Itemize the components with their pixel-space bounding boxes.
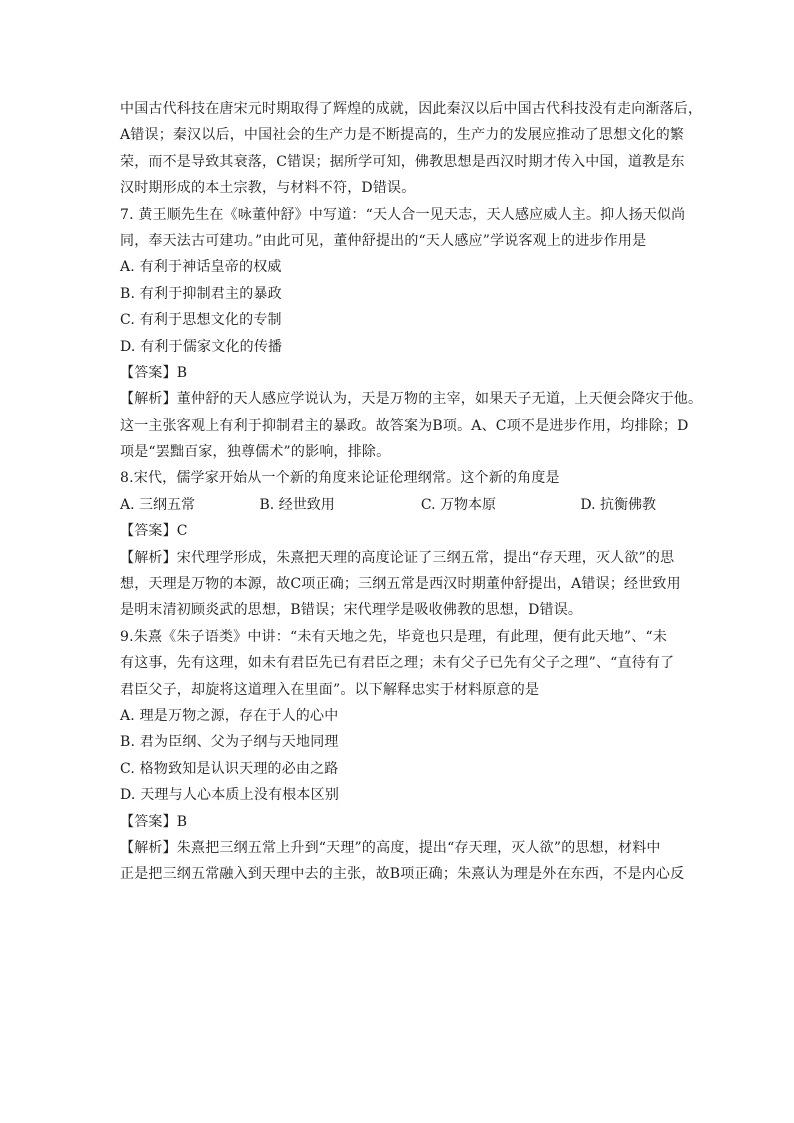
question-9-option-b: B. 君为臣纲、父为子纲与天地同理: [120, 734, 339, 751]
question-8-analysis: 想，天理是万物的本源，故C项正确；三纲五常是西汉时期董仲舒提出，A错误；经世致用: [120, 576, 681, 593]
question-9-option-a: A. 理是万物之源，存在于人的心中: [120, 707, 339, 724]
question-7-option-a: A. 有利于神话皇帝的权威: [120, 259, 282, 276]
question-8-answer: 【答案】C: [120, 523, 188, 540]
text-line: 汉时期形成的本土宗教，与材料不符，D错误。: [120, 180, 416, 197]
question-7-analysis: 项是“罢黜百家，独尊儒术”的影响，排除。: [120, 444, 391, 461]
question-7-option-c: C. 有利于思想文化的专制: [120, 312, 282, 329]
question-8-option-d: D. 抗衡佛教: [580, 496, 656, 513]
question-7-stem: 同，奉天法古可建功。”由此可见，董仲舒提出的“天人感应”学说客观上的进步作用是: [120, 232, 647, 249]
document-page: [120, 96, 703, 888]
question-9-analysis: 【解析】朱熹把三纲五常上升到“天理”的高度，提出“存天理，灭人欲”的思想，材料中: [120, 839, 661, 856]
question-8-analysis: 【解析】宋代理学形成，朱熹把天理的高度论证了三纲五常，提出“存天理，灭人欲”的思: [120, 549, 675, 566]
question-8-option-b: B. 经世致用: [259, 496, 335, 513]
question-8-options: [120, 492, 680, 518]
text-line: A错误；秦汉以后，中国社会的生产力是不断提高的，生产力的发展应推动了思想文化的繁: [120, 127, 685, 144]
question-8-stem: 8.宋代，儒学家开始从一个新的角度来论证伦理纲常。这个新的角度是: [120, 470, 560, 487]
text-line: 荣，而不是导致其衰落，C错误；据所学可知，佛教思想是西汉时期才传入中国，道教是东: [120, 153, 685, 170]
question-7-analysis: 【解析】董仲舒的天人感应学说认为，天是万物的主宰，如果天子无道，上天便会降灾于他。: [120, 391, 703, 408]
question-9-stem: 9.朱熹《朱子语类》中讲：“未有天地之先，毕竟也只是理，有此理，便有此天地”、“未: [120, 628, 668, 645]
question-7-analysis: 这一主张客观上有利于抑制君主的暴政。故答案为B项。A、C项不是进步作用，均排除；D: [120, 417, 689, 434]
question-8-option-a: A. 三纲五常: [120, 496, 196, 513]
question-7-stem: 7. 黄王顺先生在《咏董仲舒》中写道：“天人合一见天志，天人感应威人主。抑人扬天似尚: [120, 206, 686, 223]
question-7-option-d: D. 有利于儒家文化的传播: [120, 338, 283, 355]
question-9-analysis: 正是把三纲五常融入到天理中去的主张，故B项正确；朱熹认为理是外在东西，不是内心反: [120, 866, 685, 883]
question-8-analysis: 是明末清初顾炎武的思想，B错误；宋代理学是吸收佛教的思想，D错误。: [120, 602, 583, 619]
text-line: 中国古代科技在唐宋元时期取得了辉煌的成就，因此秦汉以后中国古代科技没有走向渐落后，: [120, 101, 703, 117]
question-7-option-b: B. 有利于抑制君主的暴政: [120, 285, 282, 302]
question-8-option-c: C. 万物本原: [420, 496, 497, 513]
question-9-option-c: C. 格物致知是认识天理的必由之路: [120, 760, 339, 777]
question-7-answer: 【答案】B: [120, 364, 188, 381]
question-9-stem: 君臣父子，却旋将这道理入在里面”。以下解释忠实于材料原意的是: [120, 681, 540, 698]
question-9-option-d: D. 天理与人心本质上没有根本区别: [120, 787, 340, 804]
question-9-answer: 【答案】B: [120, 813, 188, 830]
question-9-stem: 有这事，先有这理，如未有君臣先已有君臣之理；未有父子已先有父子之理”、“直待有了: [120, 655, 675, 672]
